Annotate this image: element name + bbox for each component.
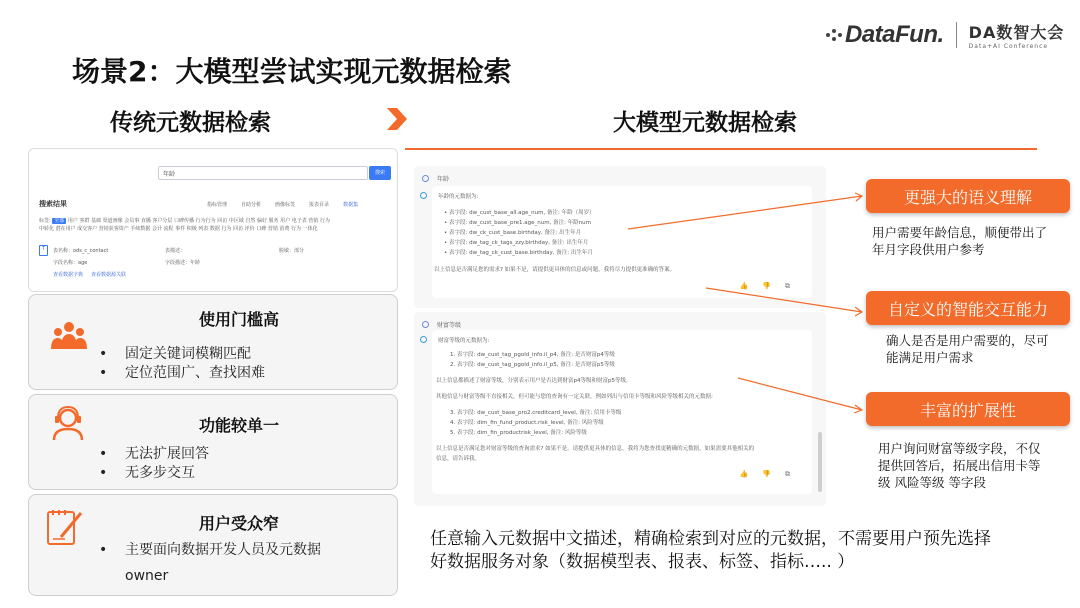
question-text: 财富等级 bbox=[437, 322, 462, 329]
answer-line: • 表字段: dw_cust_base_pre1.age_num, 备注: 年龄num bbox=[444, 220, 591, 226]
answer-line: 3. 表字段: dw_cust_base_pro2.creditcard_level, 备注: 信用卡等级 bbox=[450, 410, 622, 416]
feature-semantic-understanding: 更强大的语义理解 bbox=[866, 179, 1070, 213]
answer-line: 以上信息都描述了财富等级，分别表示用户是否达到财富p4等级和财富p5等级。 bbox=[436, 378, 632, 384]
copy-icon[interactable]: ⧉ bbox=[785, 282, 790, 290]
filter-options[interactable]: 用户 客群 基础 渠道画像 会员事 直播 客户分层 口碑传播 行为行为 回访 中区域 自然 偏好 服务 用户 电子表 营销 行为 bbox=[67, 218, 330, 224]
feature-desc: 用户询问财富等级字段，不仅 提供回答后，拓展出信用卡等 级 风险等级 等字段 bbox=[878, 441, 1041, 490]
da-logo-sub: Data+AI Conference bbox=[968, 43, 1049, 50]
answer-line: • 表字段: dw_cust_base_all.age_num, 备注: 年龄（周岁） bbox=[444, 210, 595, 216]
bullet-item: • 主要面向数据开发人员及元数据 bbox=[99, 541, 321, 560]
answer-line: 财富等级的元数据为: bbox=[438, 338, 490, 344]
card-title: 使用门槛高 bbox=[199, 310, 280, 329]
tab-datasets[interactable]: 数据集 bbox=[343, 202, 359, 208]
thumbs-down-icon[interactable]: 👎 bbox=[762, 282, 771, 290]
feature-extensibility: 丰富的扩展性 bbox=[866, 392, 1070, 426]
result-field-desc: 字段描述：年龄 bbox=[165, 260, 201, 266]
search-button[interactable]: 搜索 bbox=[369, 166, 391, 180]
card-title: 功能较单一 bbox=[199, 416, 280, 435]
card-title: 用户受众窄 bbox=[199, 514, 280, 533]
answer-line: 2. 表字段: dw_cust_tag_pgold_info.il_p5, 备注: 是否财富p5等级 bbox=[450, 362, 615, 368]
thumbs-up-icon[interactable]: 👍 bbox=[739, 282, 749, 290]
result-table-desc: 表描述： bbox=[165, 248, 186, 254]
filter-tag-all[interactable]: 全部 bbox=[54, 218, 65, 224]
page-title: 场景2：大模型尝试实现元数据检索 bbox=[72, 55, 512, 88]
answer-line: 年龄的元数据为: bbox=[438, 194, 479, 200]
answer-line: 信息，请告诉我。 bbox=[436, 456, 481, 462]
question-text: 年龄 bbox=[437, 176, 450, 183]
feature-desc: 确人是否是用户需要的，尽可 能满足用户需求 bbox=[886, 333, 1049, 365]
answer-line: 以上信息是否满足您对财富等级的查询需求? 如果不是，请提供更具体的信息，我将为您查找更精确的元数据。如果需要其他相关的 bbox=[436, 446, 755, 452]
feature-desc: 用户需要年龄信息，顺便带出了 年月字段供用户参考 bbox=[872, 225, 1048, 257]
result-sensitive: 脱敏：部分 bbox=[279, 248, 305, 254]
answer-line: 1. 表字段: dw_cust_tag_pgold_info.il_p4, 备注: 是否财富p4等级 bbox=[450, 352, 615, 358]
da-logo-main: DA数智大会 bbox=[968, 23, 1065, 42]
answer-line: 4. 表字段: dim_fin_fund_product.risk_level, 备注: 风险等级 bbox=[450, 420, 604, 426]
datafun-logo-text: DataFun. bbox=[845, 21, 944, 48]
copy-icon[interactable]: ⧉ bbox=[785, 470, 790, 478]
bullet-item: • 定位范围广、查找困难 bbox=[99, 364, 265, 383]
tab-metrics[interactable]: 指标管理 bbox=[207, 202, 228, 208]
answer-line: • 表字段: dw_tag_ck_cust_base.birthday, 备注: 出生年月 bbox=[444, 250, 593, 256]
answer-line: • 表字段: dw_ck_cust_base.birthday, 备注: 出生年月 bbox=[444, 230, 582, 236]
search-input[interactable]: 年龄 bbox=[158, 166, 368, 180]
tab-reports[interactable]: 报表目录 bbox=[309, 202, 330, 208]
answer-line: 其他信息与财富等级不直接相关，但可能与您的查询有一定关联，例如列出与信用卡等级和风险等级相关的元数据: bbox=[436, 394, 713, 400]
result-field-name: 字段名称：age bbox=[53, 260, 88, 266]
left-column-title: 传统元数据检索 bbox=[110, 110, 271, 136]
right-column-title: 大模型元数据检索 bbox=[613, 110, 797, 136]
bullet-item: • 无多步交互 bbox=[99, 464, 209, 483]
thumbs-up-icon[interactable]: 👍 bbox=[739, 470, 749, 478]
thumbs-down-icon[interactable]: 👎 bbox=[762, 470, 771, 478]
filter-label: 标签: bbox=[39, 218, 51, 224]
bullet-continuation: owner bbox=[125, 568, 169, 584]
answer-line: • 表字段: dw_tag_ck_tags_zzy.birthday, 备注: 出生年月 bbox=[444, 240, 589, 246]
results-title: 搜索结果 bbox=[39, 200, 67, 208]
table-icon: T bbox=[39, 245, 48, 256]
data-dictionary-link[interactable]: 查看数据字典 bbox=[53, 272, 84, 278]
bullet-item: • 固定关键词模糊匹配 bbox=[99, 345, 265, 364]
result-table-name: 表名称：ods_c_contact bbox=[53, 248, 109, 254]
summary-text: 任意输入元数据中文描述，精确检索到对应的元数据，不需要用户预先选择 好数据服务对象（数据模型表、报表、标签、指标….. ） bbox=[430, 529, 991, 572]
answer-line: 以上信息是否满足您的需求? 如果不是，请提供更具体的信息或问题，我将尽力提供更准确的答案。 bbox=[434, 267, 676, 273]
filter-row-2[interactable]: 中转化 潜在用户 成交客户 营销获客资产 手续数据 会计 流程 事件 积极 列表 数据 行为 回访 评价 口碑 营销 消费 行为 一体化 bbox=[39, 226, 318, 232]
datasource-link[interactable]: 查看数据源关联 bbox=[91, 272, 127, 278]
feature-interaction: 自定义的智能交互能力 bbox=[866, 291, 1070, 325]
tab-self-analysis[interactable]: 自助分析 bbox=[241, 202, 262, 208]
bullet-item: • 无法扩展回答 bbox=[99, 445, 209, 464]
answer-line: 5. 表字段: dim_fin_productrisk_level, 备注: 风险等级 bbox=[450, 430, 587, 436]
tab-profile-tags[interactable]: 画像标签 bbox=[275, 202, 296, 208]
